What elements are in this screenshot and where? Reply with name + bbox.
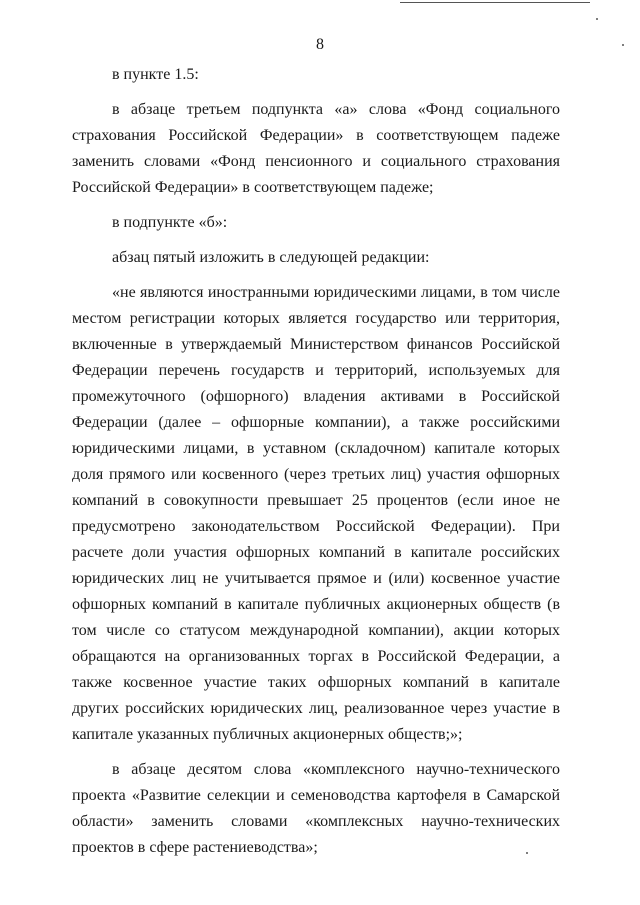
page-number: 8 — [316, 36, 324, 53]
paragraph-item-1-5: в пункте 1.5: — [112, 66, 199, 83]
paragraph-podpunkt-b: в подпункте «б»: — [112, 214, 228, 231]
paragraph-abzac-desyatyi: в абзаце десятом слова «комплексного научно-технического проекта «Развитие селекции и семеноводства картофеля в Самарской области» заменить словами «комплексных научно-технических проектов в сфере растениеводства»; — [72, 761, 560, 856]
document-body — [72, 62, 560, 861]
paragraph-abzac-pyatyi: абзац пятый изложить в следующей редакции: — [112, 249, 430, 266]
paragraph-quoted-text: «не являются иностранными юридическими лицами, в том числе местом регистрации которых является государство или территория, включенные в утверждаемый Министерством финансов Российской Федерации перечень государств и территорий, используемых для промежуточного (офшорного) владения активами в Российской Федерации (далее – офшорные компании), а также российскими юридическими лицами, в уставном (складочном) капитале которых доля прямого или косвенного (через третьих лиц) участия офшорных компаний в совокупности превышает 25 процентов (если иное не предусмотрено законодательством Российской Федерации). При расчете доли участия офшорных компаний в капитале российских юридических лиц не учитывается прямое и (или) косвенное участие офшорных компаний в капитале публичных акционерных обществ (в том числе со статусом международной компании), акции которых обращаются на организованных торгах в Российской Федерации, а также косвенное участие таких офшорных компаний в капитале других российских юридических лиц, реализованное через участие в капитале указанных публичных акционерных обществ;»; — [72, 284, 560, 743]
paragraph-abzac-tretiy: в абзаце третьем подпункта «а» слова «Фонд социального страхования Российской Федерации» в соответствующем падеже заменить словами «Фонд пенсионного и социального страхования Российской Федерации» в соответствующем падеже; — [72, 101, 560, 196]
top-edge-line — [400, 2, 590, 3]
scan-speck — [596, 18, 598, 20]
